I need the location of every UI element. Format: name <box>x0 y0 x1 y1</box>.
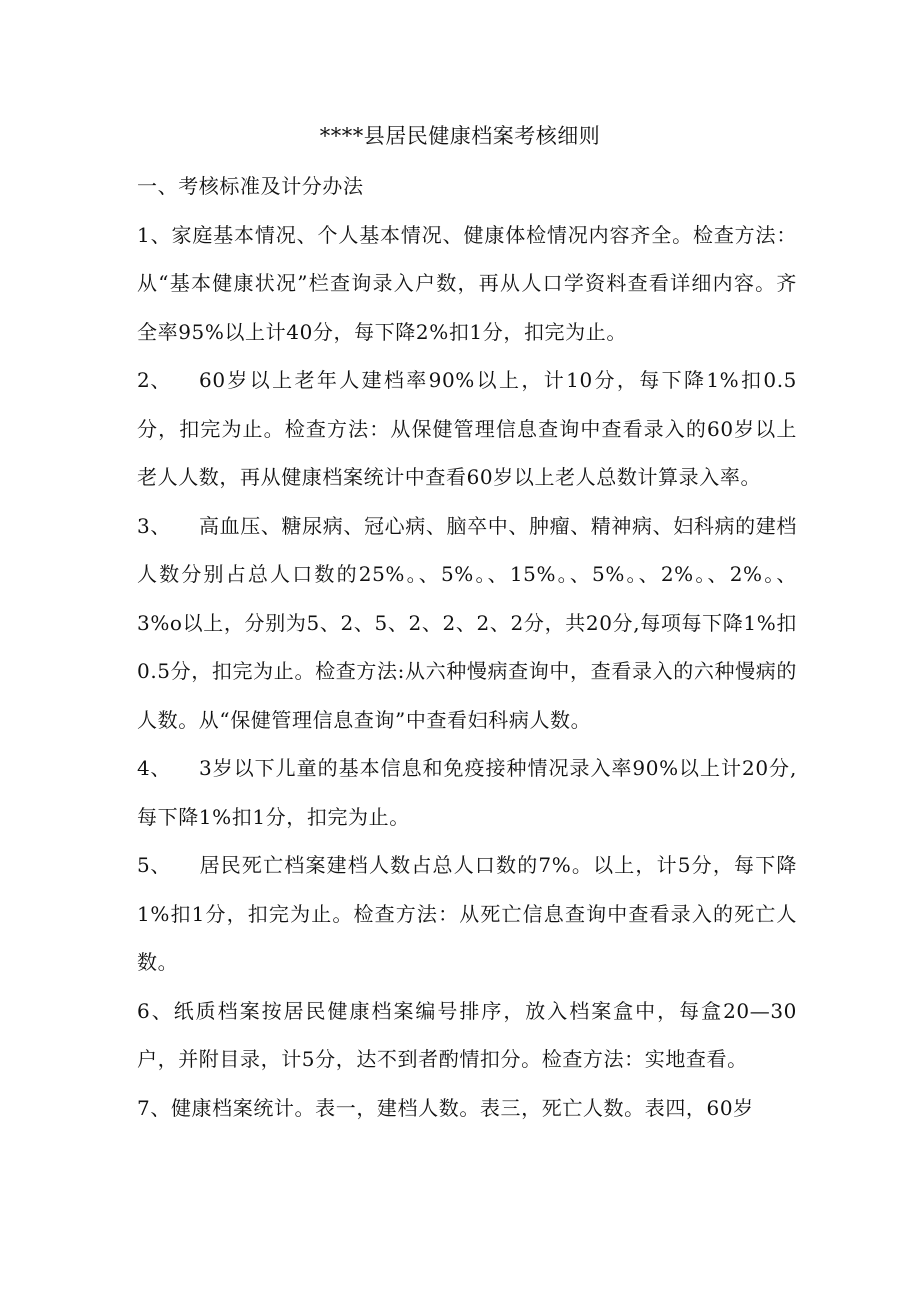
criteria-item-4 <box>137 744 797 841</box>
item-text: 60岁以上老年人建档率90%以上，计10分，每下降1%扣0.5分，扣完为止。检查方法：从保健管理信息查询中查看录入的60岁以上老人人数，再从健康档案统计中查看60岁以上老人总数计算录入率。 <box>137 368 797 489</box>
item-number: 6、 <box>137 998 174 1023</box>
item-text: 家庭基本情况、个人基本情况、健康体检情况内容齐全。检查方法：从“基本健康状况”栏查询录入户数，再从人口学资料查看详细内容。齐全率95%以上计40分，每下降2%扣1分，扣完为止。 <box>137 222 797 344</box>
section-heading: 一、考核标准及计分办法 <box>137 174 364 198</box>
item-number: 1、 <box>137 222 172 247</box>
item-number: 7、 <box>137 1095 171 1120</box>
item-text: 3岁以下儿童的基本信息和免疫接种情况录入率90%以上计20分,每下降1%扣1分，扣完为止。 <box>137 756 797 829</box>
document-title: ****县居民健康档案考核细则 <box>319 124 601 148</box>
criteria-item-7 <box>137 1084 797 1133</box>
item-number: 5、 <box>137 853 171 877</box>
criteria-item-6 <box>137 987 797 1084</box>
item-text: 健康档案统计。表一，建档人数。表三，死亡人数。表四，60岁 <box>170 1095 754 1120</box>
item-number: 2、 <box>137 368 171 392</box>
item-number: 3、 <box>137 513 171 538</box>
criteria-item-3 <box>137 502 797 745</box>
item-text: 纸质档案按居民健康档案编号排序，放入档案盒中，每盒20—30户，并附目录，计5分，达不到者酌情扣分。检查方法：实地查看。 <box>137 998 797 1071</box>
criteria-item-2 <box>137 356 797 502</box>
item-text: 居民死亡档案建档人数占总人口数的7%。以上，计5分，每下降1%扣1分，扣完为止。检查方法：从死亡信息查询中查看录入的死亡人数。 <box>137 853 797 974</box>
item-text: 高血压、糖尿病、冠心病、脑卒中、肿瘤、精神病、妇科病的建档人数分别占总人口数的25%。、5%。、15%。、5%。、2%。、2%。、3%o以上，分别为5、2、5、2、2、2、2分，共20分,每项每下降1%扣0.5分，扣完为止。检查方法:从六种慢病查询中，查看录入的六种慢病的人数。从“保健管理信息查询”中查看妇科病人数。 <box>137 513 797 732</box>
item-number: 4、 <box>137 756 171 780</box>
document-body <box>137 162 797 1132</box>
criteria-item-1 <box>137 211 797 357</box>
criteria-item-5 <box>137 841 797 987</box>
